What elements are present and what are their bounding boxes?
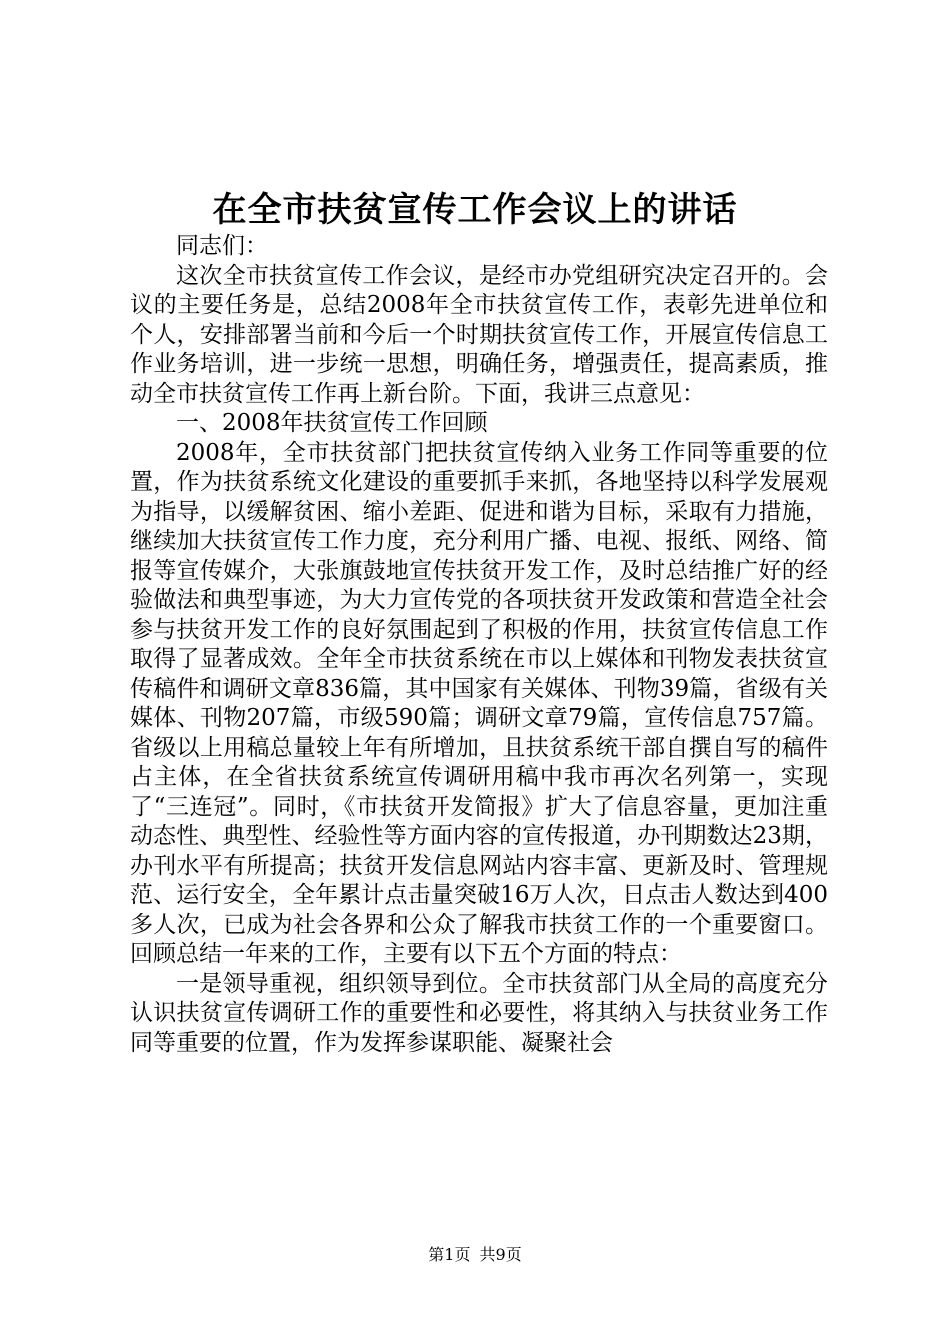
document-body [130, 232, 828, 1058]
page-title: 在全市扶贫宣传工作会议上的讲话 [212, 190, 738, 230]
section-heading: 一、2008年扶贫宣传工作回顾 [176, 410, 488, 436]
review-paragraph: 2008年，全市扶贫部门把扶贫宣传纳入业务工作同等重要的位置，作为扶贫系统文化建设的重要抓手来抓，各地坚持以科学发展观为指导，以缓解贫困、缩小差距、促进和谐为目标，采取有力措施，继续加大扶贫宣传工作力度，充分利用广播、电视、报纸、网络、简报等宣传媒介，大张旗鼓地宣传扶贫开发工作，及时总结推广好的经验做法和典型事迹，为大力宣传党的各项扶贫开发政策和营造全社会参与扶贫开发工作的良好氛围起到了积极的作用，扶贫宣传信息工作取得了显著成效。全年全市扶贫系统在市以上媒体和刊物发表扶贫宣传稿件和调研文章836篇，其中国家有关媒体、刊物39篇，省级有关媒体、刊物207篇，市级590篇；调研文章79篇，宣传信息757篇。省级以上用稿总量较上年有所增加，且扶贫系统干部自撰自写的稿件占主体，在全省扶贫系统宣传调研用稿中我市再次名列第一，实现了“三连冠”。同时，《市扶贫开发简报》扩大了信息容量，更加注重动态性、典型性、经验性等方面内容的宣传报道，办刊期数达23期，办刊水平有所提高；扶贫开发信息网站内容丰富、更新及时、管理规范、运行安全，全年累计点击量突破16万人次，日点击人数达到400多人次，已成为社会各界和公众了解我市扶贫工作的一个重要窗口。回顾总结一年来的工作，主要有以下五个方面的特点： [130, 439, 828, 967]
salutation-paragraph: 同志们： [176, 233, 268, 259]
point-one-paragraph: 一是领导重视，组织领导到位。全市扶贫部门从全局的高度充分认识扶贫宣传调研工作的重要性和必要性，将其纳入与扶贫业务工作同等重要的位置，作为发挥参谋职能、凝聚社会 [130, 970, 828, 1056]
page-number: 第1页 [428, 1245, 471, 1264]
intro-paragraph: 这次全市扶贫宣传工作会议，是经市办党组研究决定召开的。会议的主要任务是，总结2008年全市扶贫宣传工作，表彰先进单位和个人，安排部署当前和今后一个时期扶贫宣传工作，开展宣传信息工作业务培训，进一步统一思想，明确任务，增强责任，提高素质，推动全市扶贫宣传工作再上新台阶。下面，我讲三点意见： [130, 262, 828, 407]
page-footer [0, 1244, 950, 1266]
page-total: 共9页 [479, 1245, 522, 1264]
